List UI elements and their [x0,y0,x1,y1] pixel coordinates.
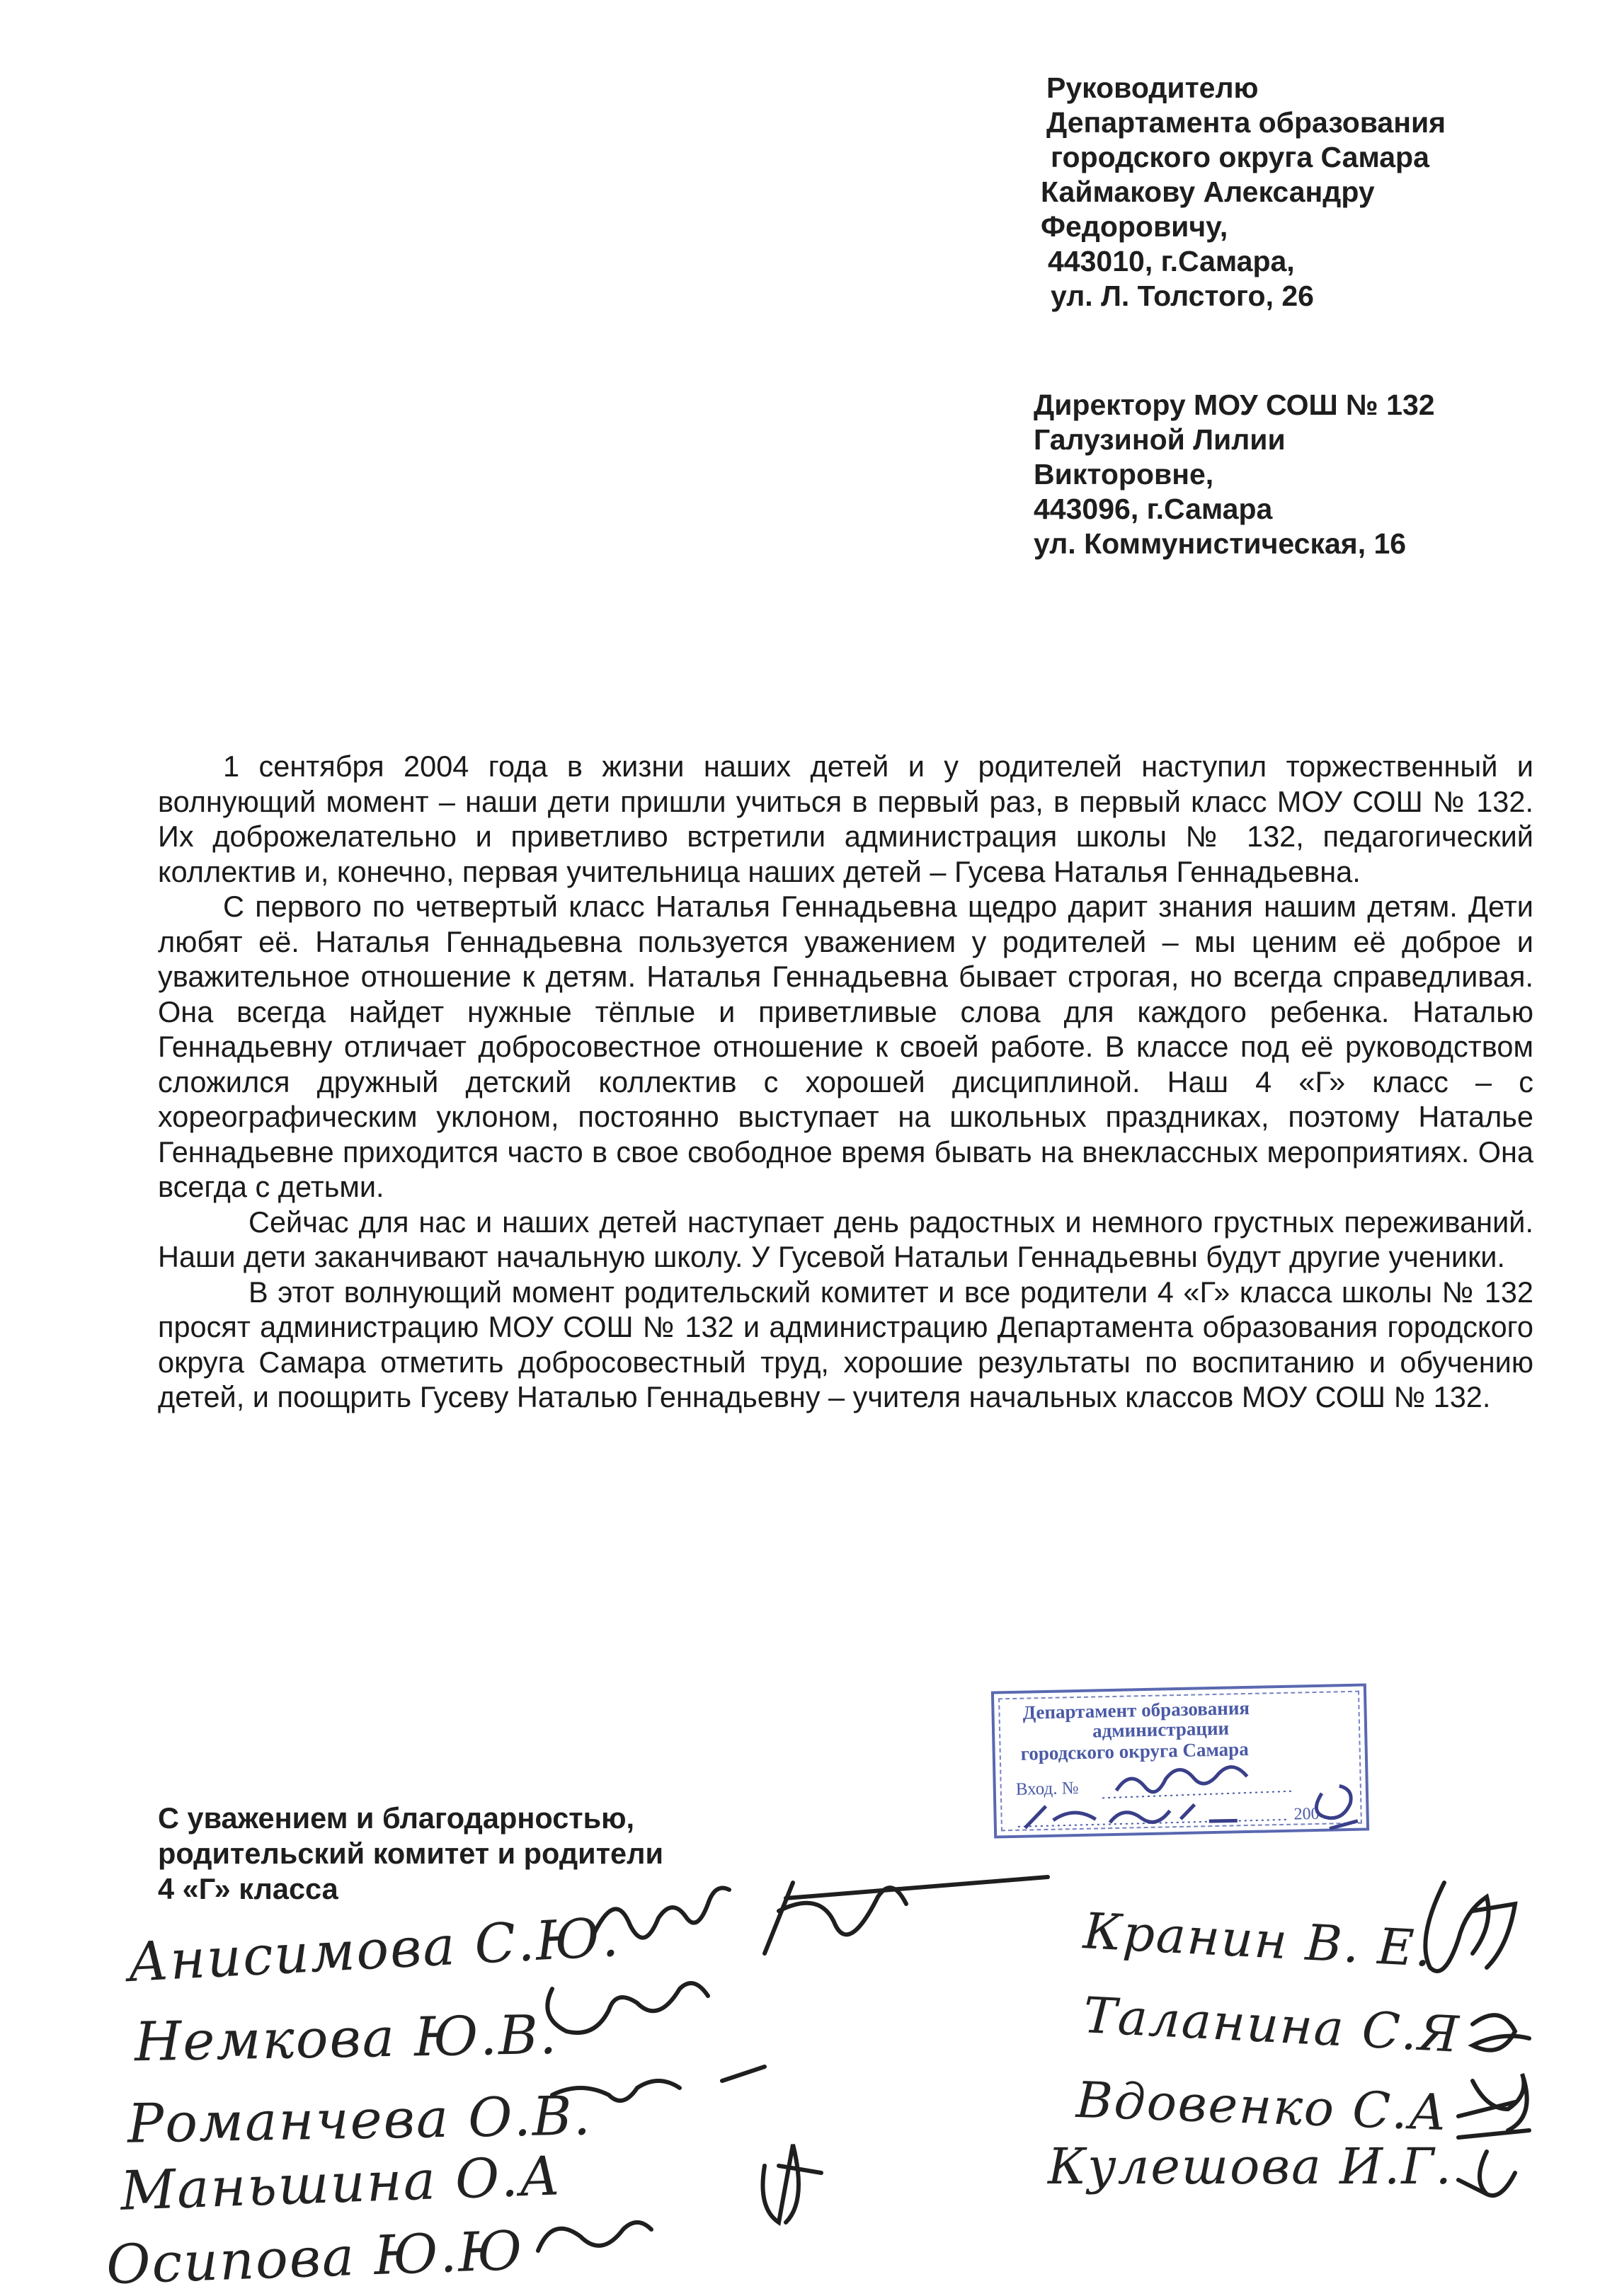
recipient-line: городского округа Самара [1051,141,1429,173]
recipient-line: Викторовне, [1034,458,1214,490]
signature-scribble [538,2222,651,2251]
recipient-line: ул. Коммунистическая, 16 [1034,527,1407,560]
signature-name: Анисимова С.Ю. [126,1905,622,1994]
recipient-line: 443096, г.Самара [1034,493,1273,525]
letter-paragraph: В этот волнующий момент родительский комитет и все родители 4 «Г» класса школы № 132 просят администрацию МОУ СОШ № 132 и администрацию Департамента образования городского округа Самара отметить добросовестный труд, хорошие результаты по воспитанию и обучению детей, и поощрить Гусеву Наталью Геннадьевну – учителя начальных классов МОУ СОШ № 132. [158,1275,1533,1413]
signature-scribble [763,2145,822,2222]
recipient-line: Федоровичу, [1041,210,1228,243]
signature-name: Кулешова И.Г. [1048,2137,1453,2195]
signature-name: Таланина С.Я [1082,1986,1462,2064]
letter-paragraph: С первого по четвертый класс Наталья Геннадьевна щедро дарит знания нашим детям. Дети любят её. Наталья Геннадьевна пользуется уважением у родителей – мы ценим её доброе и уважительное отношение к детям. Наталья Геннадьевна бывает строгая, но всегда справедливая. Она всегда найдет нужные тёплые и приветливые слова для каждого ребенка. Наталью Геннадьевну отличает добросовестное отношение к своей работе. В классе под её руководством сложился дружный детский коллектив с хорошей дисциплиной. Наш 4 «Г» класс – с хореографическим уклоном, постоянно выступает на школьных праздниках, поэтому Наталье Геннадьевне приходится часто в свое свободное время бывать на внеклассных мероприятиях. Она всегда с детьми. [158,890,1533,1203]
recipient-line: Руководителю [1046,71,1259,104]
signature-scribble [547,1983,708,2033]
stamp-year-label: 200 [1293,1804,1320,1824]
recipient-line: ул. Л. Толстого, 26 [1051,280,1314,312]
signature-scribble [552,2081,680,2101]
stamp-line: городского округа Самара [1020,1738,1249,1764]
recipient-line: Департамента образования [1046,106,1446,139]
stamp-line: администрации [1092,1717,1230,1742]
letter-paragraph: 1 сентября 2004 года в жизни наших детей и у родителей наступил торжественный и волнующий момент – наши дети пришли учиться в первый раз, в первый класс МОУ СОШ № 132. Их доброжелательно и приветливо встретили администрация школы № 132, педагогический коллектив и, конечно, первая учительница наших детей – Гусева Наталья Геннадьевна. [158,750,1533,888]
signature-scribble [1473,2015,1529,2050]
closing-line: 4 «Г» класса [158,1872,338,1905]
stamp-incoming-label: Вход. № [1015,1779,1079,1799]
recipient-line: Директору МОУ СОШ № 132 [1034,389,1435,421]
closing-line: родительский комитет и родители [158,1837,663,1870]
signature-underline [786,1877,1048,1898]
signature-name: Кранин В. Е. [1082,1902,1434,1978]
signature-name: Немкова Ю.В. [134,2002,559,2074]
signature-scribble [595,1888,729,1938]
signature-scribble [1458,2074,1527,2130]
signature-scribble [1425,1883,1515,1971]
recipient-line: Каймакову Александру [1041,176,1375,208]
recipient-line: Галузиной Лилии [1034,423,1286,456]
letter-paragraph: Сейчас для нас и наших детей наступает день радостных и немного грустных переживаний. Наши дети заканчивают начальную школу. У Гусевой Натальи Геннадьевны будут другие ученики. [158,1205,1533,1273]
signature-scribble [722,2067,765,2081]
signature-name: Маньшина О.А [119,2144,563,2222]
signature-scribble [1458,2130,1529,2195]
closing-line: С уважением и благодарностью, [158,1801,635,1835]
signature-name: Осипова Ю.Ю [105,2218,525,2296]
stamp-line: Департамент образования [1022,1697,1250,1723]
recipient-line: 443010, г.Самара, [1048,245,1295,277]
signature-name: Вдовенко С.А [1075,2070,1449,2142]
signature-name: Романчева О.В. [127,2084,593,2155]
